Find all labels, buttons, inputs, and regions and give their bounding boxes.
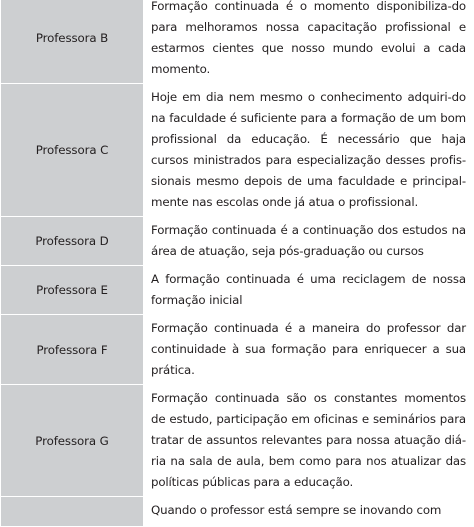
row-text: Hoje em dia nem mesmo o conhecimento adquiri-do na faculdade é suficiente para a formação de um bom profissional da educação. É necessário que haja cursos ministrados para especialização desses profis-sionais mesmo depois de uma faculdade e principal-mente nas escolas onde já atua o profissional. <box>144 84 474 217</box>
row-label: Professora F <box>1 315 145 385</box>
row-label: Professora G <box>1 385 145 497</box>
row-text: Formação continuada é a continuação dos estudos na área de atuação, seja pós-graduação ou cursos <box>144 217 474 266</box>
table-row <box>1 217 474 266</box>
table-row <box>1 0 474 84</box>
row-label: Professora E <box>1 266 145 315</box>
row-text: Formação continuada é a maneira do professor dar continuidade à sua formação para enriquecer a sua prática. <box>144 315 474 385</box>
table-row <box>1 497 474 527</box>
row-label: Professora B <box>1 0 145 84</box>
row-label: Professora C <box>1 84 145 217</box>
row-label <box>1 497 145 527</box>
row-label: Professora D <box>1 217 145 266</box>
row-text: Quando o professor está sempre se inovando com <box>144 497 474 527</box>
row-text: A formação continuada é uma reciclagem de nossa formação inicial <box>144 266 474 315</box>
table-row <box>1 385 474 497</box>
row-text: Formação continuada são os constantes momentos de estudo, participação em oficinas e seminários para tratar de assuntos relevantes para nossa atuação diá-ria na sala de aula, bem como para nos atualizar das políticas públicas para a educação. <box>144 385 474 497</box>
table-row <box>1 84 474 217</box>
row-text: Formação continuada é o momento disponibiliza-do para melhoramos nossa capacitação profissional e estarmos cientes que nosso mundo evolui a cada momento. <box>144 0 474 84</box>
table-row <box>1 266 474 315</box>
table-row <box>1 315 474 385</box>
